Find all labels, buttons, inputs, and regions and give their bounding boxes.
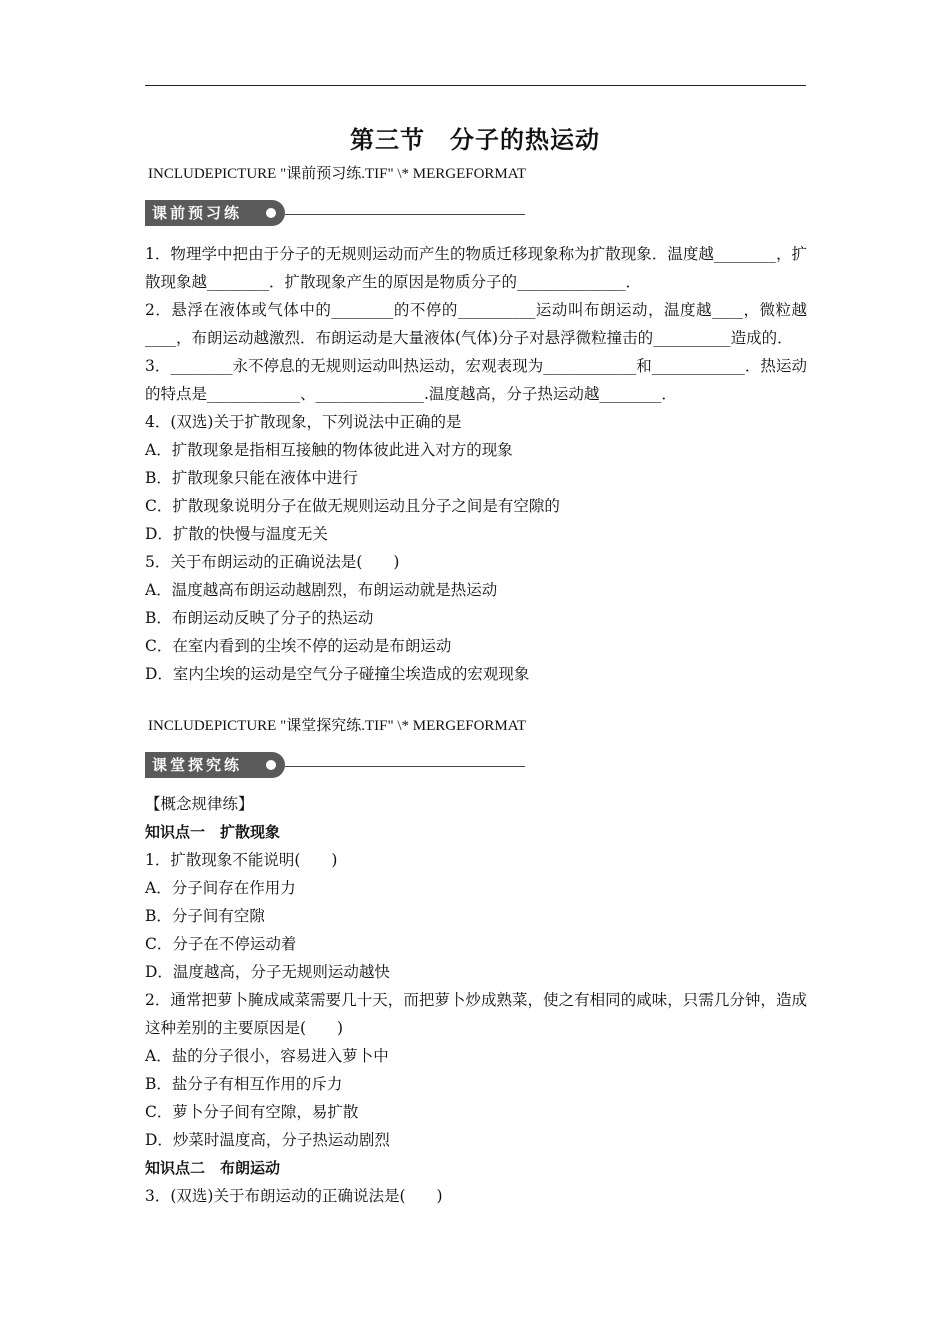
question-2: 2．悬浮在液体或气体中的________的不停的__________运动叫布朗运动，温度越____，微粒越____，布朗运动越激烈．布朗运动是大量液体(气体)分子对悬浮微粒撞击的__________造成的． bbox=[145, 301, 807, 347]
option: B．布朗运动反映了分子的热运动 bbox=[145, 609, 374, 627]
option: C．在室内看到的尘埃不停的运动是布朗运动 bbox=[145, 637, 452, 655]
option: A．温度越高布朗运动越剧烈，布朗运动就是热运动 bbox=[145, 581, 498, 599]
option: B．分子间有空隙 bbox=[145, 907, 265, 925]
section-label: 【概念规律练】 bbox=[145, 795, 254, 813]
include-field-2: INCLUDEPICTURE "课堂探究练.TIF" \* MERGEFORMAT bbox=[148, 718, 527, 734]
option: B．盐分子有相互作用的斥力 bbox=[145, 1075, 343, 1093]
banner-label: 课堂探究练 bbox=[145, 752, 285, 778]
section-banner-preview bbox=[145, 200, 525, 226]
bullet-dot-icon bbox=[266, 760, 276, 770]
option: C．扩散现象说明分子在做无规则运动且分子之间是有空隙的 bbox=[145, 497, 560, 515]
class-exercises bbox=[145, 790, 807, 1210]
include-field-1: INCLUDEPICTURE "课前预习练.TIF" \* MERGEFORMAT bbox=[148, 166, 527, 182]
option: D．室内尘埃的运动是空气分子碰撞尘埃造成的宏观现象 bbox=[145, 665, 530, 683]
header-rule bbox=[145, 85, 806, 86]
question-1: 1．物理学中把由于分子的无规则运动而产生的物质迁移现象称为扩散现象．温度越________，扩散现象越________．扩散现象产生的原因是物质分子的______________． bbox=[145, 245, 807, 291]
option: D．炒菜时温度高，分子热运动剧烈 bbox=[145, 1131, 390, 1149]
bullet-dot-icon bbox=[266, 208, 276, 218]
option: A．盐的分子很小，容易进入萝卜中 bbox=[145, 1047, 389, 1065]
banner-line bbox=[285, 766, 525, 767]
question-1: 1．扩散现象不能说明( ) bbox=[145, 851, 338, 869]
question-4: 4．(双选)关于扩散现象，下列说法中正确的是 bbox=[145, 413, 462, 431]
question-3: 3．(双选)关于布朗运动的正确说法是( ) bbox=[145, 1187, 443, 1205]
knowledge-point-2: 知识点二 布朗运动 bbox=[145, 1159, 281, 1177]
banner-label: 课前预习练 bbox=[145, 200, 285, 226]
banner-line bbox=[285, 214, 525, 215]
preview-exercises bbox=[145, 240, 807, 688]
question-5: 5．关于布朗运动的正确说法是( ) bbox=[145, 553, 400, 571]
option: B．扩散现象只能在液体中进行 bbox=[145, 469, 358, 487]
section-banner-class bbox=[145, 752, 525, 778]
option: C．分子在不停运动着 bbox=[145, 935, 297, 953]
option: C．萝卜分子间有空隙，易扩散 bbox=[145, 1103, 359, 1121]
option: A．扩散现象是指相互接触的物体彼此进入对方的现象 bbox=[145, 441, 513, 459]
knowledge-point-1: 知识点一 扩散现象 bbox=[145, 823, 281, 841]
question-2: 2．通常把萝卜腌成咸菜需要几十天，而把萝卜炒成熟菜，使之有相同的咸味，只需几分钟，造成这种差别的主要原因是( ) bbox=[145, 991, 807, 1037]
option: A．分子间存在作用力 bbox=[145, 879, 296, 897]
option: D．扩散的快慢与温度无关 bbox=[145, 525, 328, 543]
option: D．温度越高，分子无规则运动越快 bbox=[145, 963, 390, 981]
question-3: 3．________永不停息的无规则运动叫热运动，宏观表现为____________和____________．热运动的特点是____________、______________.温度越高，分子热运动越________． bbox=[145, 357, 807, 403]
page-title: 第三节 分子的热运动 bbox=[350, 126, 600, 154]
